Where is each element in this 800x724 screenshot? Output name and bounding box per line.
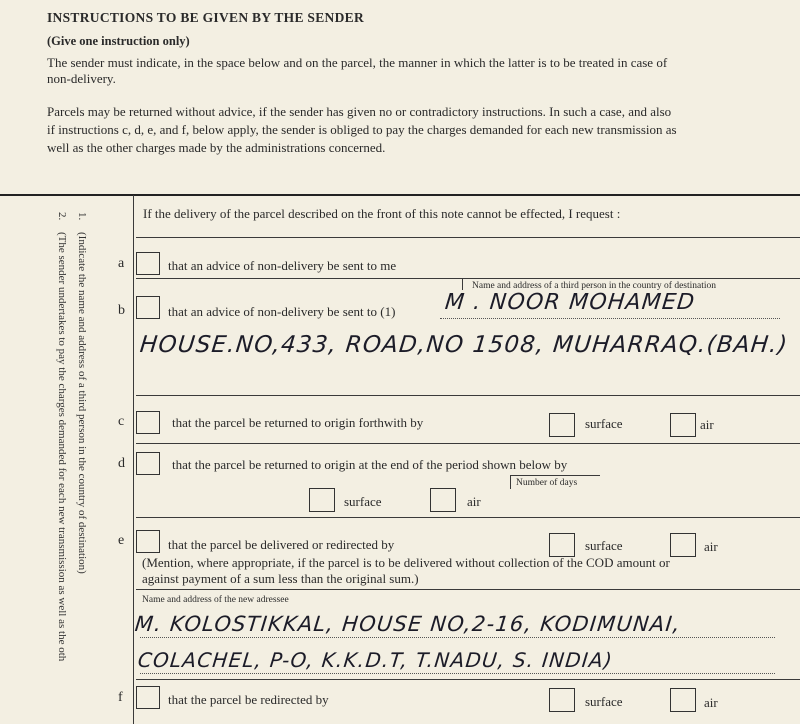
option-a-checkbox[interactable] [136, 252, 160, 275]
third-person-name-handwritten[interactable]: M . NOOR MOHAMED [443, 290, 697, 315]
option-f-surface-checkbox[interactable] [549, 688, 575, 712]
option-d-air-label: air [467, 494, 481, 509]
option-c-checkbox[interactable] [136, 411, 160, 434]
option-b-label: that an advice of non-delivery be sent to (1) [168, 304, 396, 319]
side-note-1: (Indicate the name and address of a third person in the country of destination) [76, 232, 88, 574]
option-d-surface-label: surface [344, 494, 382, 509]
divider-b [136, 395, 800, 396]
new-addressee-line2-dots [140, 673, 775, 674]
divider-new-address [136, 679, 800, 680]
days-caption-bracket [510, 475, 511, 489]
form-intro: If the delivery of the parcel described on the front of this note cannot be effected, I request : [143, 206, 621, 221]
divider-d [136, 517, 800, 518]
option-e-air-checkbox[interactable] [670, 533, 696, 557]
option-f-air-label: air [704, 695, 718, 710]
option-f-air-checkbox[interactable] [670, 688, 696, 712]
divider-e [136, 589, 800, 590]
divider-intro [136, 237, 800, 238]
option-a-label: that an advice of non-delivery be sent to me [168, 258, 397, 273]
option-e-surface-checkbox[interactable] [549, 533, 575, 557]
option-c-surface-checkbox[interactable] [549, 413, 575, 437]
option-e-note-line2: against payment of a sum less than the original sum.) [142, 571, 419, 586]
option-e-surface-label: surface [585, 538, 623, 553]
instruction-para1-line2: non-delivery. [47, 71, 116, 86]
option-c-surface-label: surface [585, 416, 623, 431]
new-addressee-line2-handwritten[interactable]: COLACHEL, P-O, K.K.D.T, T.NADU, S. INDIA) [136, 648, 615, 672]
caption-bracket [462, 278, 463, 290]
divider-a [136, 278, 466, 279]
option-c-air-checkbox[interactable] [670, 413, 696, 437]
form-left-divider [133, 195, 134, 724]
side-note-2-number: 2. [56, 212, 68, 221]
days-caption-line [510, 475, 600, 476]
option-f-surface-label: surface [585, 694, 623, 709]
days-caption: Number of days [516, 478, 578, 488]
divider-a-right [462, 278, 800, 279]
side-note-1-number: 1. [76, 212, 88, 221]
new-addressee-line1-dots [140, 637, 775, 638]
option-a-letter: a [118, 256, 125, 271]
option-f-checkbox[interactable] [136, 686, 160, 709]
option-c-air-label: air [700, 417, 714, 432]
divider-c [136, 443, 800, 444]
option-c-label: that the parcel be returned to origin forthwith by [172, 415, 424, 430]
third-person-address-handwritten[interactable]: HOUSE.NO,433, ROAD,NO 1508, MUHARRAQ.(BAH.) [138, 332, 790, 358]
instruction-para1-line1: The sender must indicate, in the space below and on the parcel, the manner in which the latter is to be treated in case of [47, 55, 668, 70]
form-top-border [0, 194, 800, 196]
option-d-surface-checkbox[interactable] [309, 488, 335, 512]
option-b-letter: b [118, 303, 125, 318]
third-person-caption: Name and address of a third person in the country of destination [472, 281, 717, 291]
option-d-letter: d [118, 456, 125, 471]
instruction-para2-line3: well as the other charges made by the administrations concerned. [47, 140, 386, 155]
option-d-air-checkbox[interactable] [430, 488, 456, 512]
option-e-checkbox[interactable] [136, 530, 160, 553]
option-b-checkbox[interactable] [136, 296, 160, 319]
option-e-note-line1: (Mention, where appropriate, if the parcel is to be delivered without collection of the COD amount or [142, 555, 670, 570]
option-e-letter: e [118, 533, 125, 548]
side-note-2: (The sender undertakes to pay the charges demanded for each new transmission as well as the oth [56, 232, 68, 662]
form-subtitle: (Give one instruction only) [47, 34, 190, 48]
option-d-checkbox[interactable] [136, 452, 160, 475]
option-e-air-label: air [704, 539, 718, 554]
option-f-label: that the parcel be redirected by [168, 692, 329, 707]
instruction-para2-line2: if instructions c, d, e, and f, below apply, the sender is obliged to pay the charges demanded for each new transmission as [47, 122, 677, 137]
instruction-para2-line1: Parcels may be returned without advice, if the sender has given no or contradictory instructions. In such a case, and also [47, 104, 672, 119]
third-person-name-line [440, 318, 780, 319]
option-f-letter: f [118, 690, 123, 705]
form-title: INSTRUCTIONS TO BE GIVEN BY THE SENDER [47, 10, 364, 25]
option-c-letter: c [118, 414, 125, 429]
new-address-caption: Name and address of the new adressee [142, 595, 289, 605]
option-d-label: that the parcel be returned to origin at the end of the period shown below by [172, 457, 568, 472]
new-addressee-line1-handwritten[interactable]: M. KOLOSTIKKAL, HOUSE NO,2-16, KODIMUNAI, [133, 612, 683, 636]
option-e-label: that the parcel be delivered or redirected by [168, 537, 395, 552]
